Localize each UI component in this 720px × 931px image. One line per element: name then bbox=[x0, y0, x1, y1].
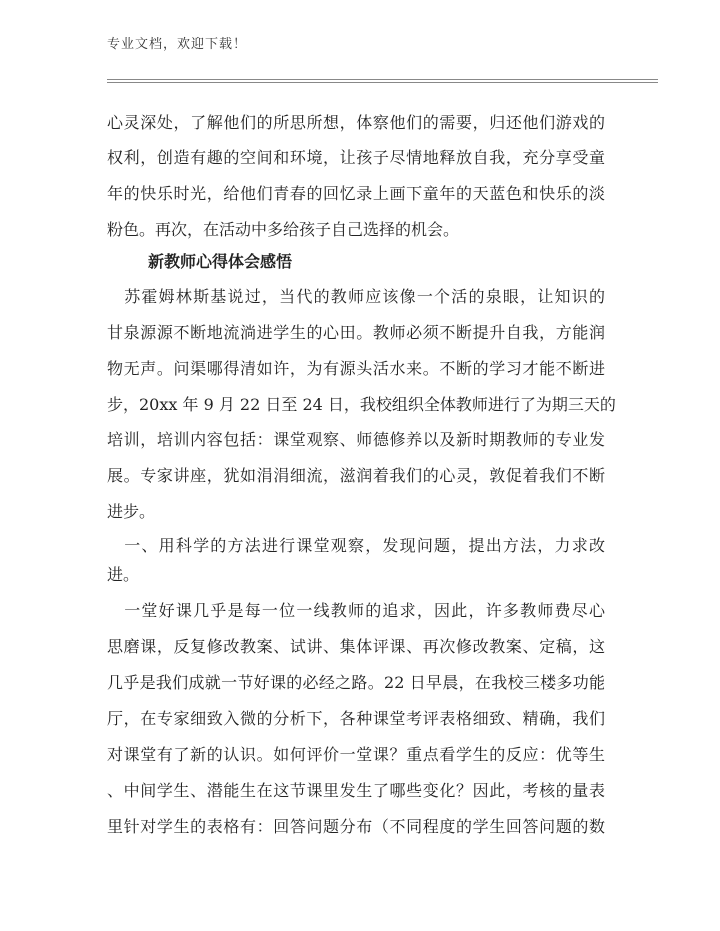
header-divider bbox=[107, 79, 658, 83]
text-line: 里针对学生的表格有：回答问题分布（不同程度的学生回答问题的数 bbox=[107, 817, 605, 836]
text-line: 一堂好课几乎是每一位一线教师的追求，因此，许多教师费尽心 bbox=[107, 601, 605, 620]
text-line: 培训，培训内容包括：课堂观察、师德修养以及新时期教师的专业发 bbox=[107, 430, 605, 449]
text-line: 思磨课，反复修改教案、试讲、集体评课、再次修改教案、定稿，这 bbox=[107, 637, 605, 656]
text-line: 心灵深处，了解他们的所思所想，体察他们的需要，归还他们游戏的 bbox=[107, 113, 605, 132]
text-line: 步，20xx 年 9 月 22 日至 24 日，我校组织全体教师进行了为期三天的 bbox=[107, 395, 616, 414]
text-line: 苏霍姆林斯基说过，当代的教师应该像一个活的泉眼，让知识的 bbox=[107, 287, 605, 306]
section-title: 新教师心得体会感悟 bbox=[148, 252, 293, 271]
text-line: 物无声。问渠哪得清如许，为有源头活水来。不断的学习才能不断进 bbox=[107, 359, 605, 378]
text-line: 权利，创造有趣的空间和环境，让孩子尽情地释放自我，充分享受童 bbox=[107, 148, 605, 167]
text-line: 、中间学生、潜能生在这节课里发生了哪些变化？因此，考核的量表 bbox=[107, 781, 605, 800]
text-line: 进步。 bbox=[107, 502, 156, 521]
text-line: 对课堂有了新的认识。如何评价一堂课？重点看学生的反应：优等生 bbox=[107, 745, 605, 764]
subheading-line: 一、用科学的方法进行课堂观察，发现问题，提出方法，力求改 bbox=[107, 536, 605, 555]
page-header-text: 专业文档，欢迎下载！ bbox=[107, 37, 248, 52]
subheading-line: 进。 bbox=[107, 565, 140, 584]
text-line: 甘泉源源不断地流淌进学生的心田。教师必须不断提升自我，方能润 bbox=[107, 323, 605, 342]
text-line: 展。专家讲座，犹如涓涓细流，滋润着我们的心灵，敦促着我们不断 bbox=[107, 466, 605, 485]
text-line: 年的快乐时光，给他们青春的回忆录上画下童年的天蓝色和快乐的淡 bbox=[107, 184, 605, 203]
text-line: 几乎是我们成就一节好课的必经之路。22 日早晨，在我校三楼多功能 bbox=[107, 673, 605, 692]
text-line: 粉色。再次，在活动中多给孩子自己选择的机会。 bbox=[107, 220, 460, 239]
text-line: 厅，在专家细致入微的分析下，各种课堂考评表格细致、精确，我们 bbox=[107, 709, 605, 728]
